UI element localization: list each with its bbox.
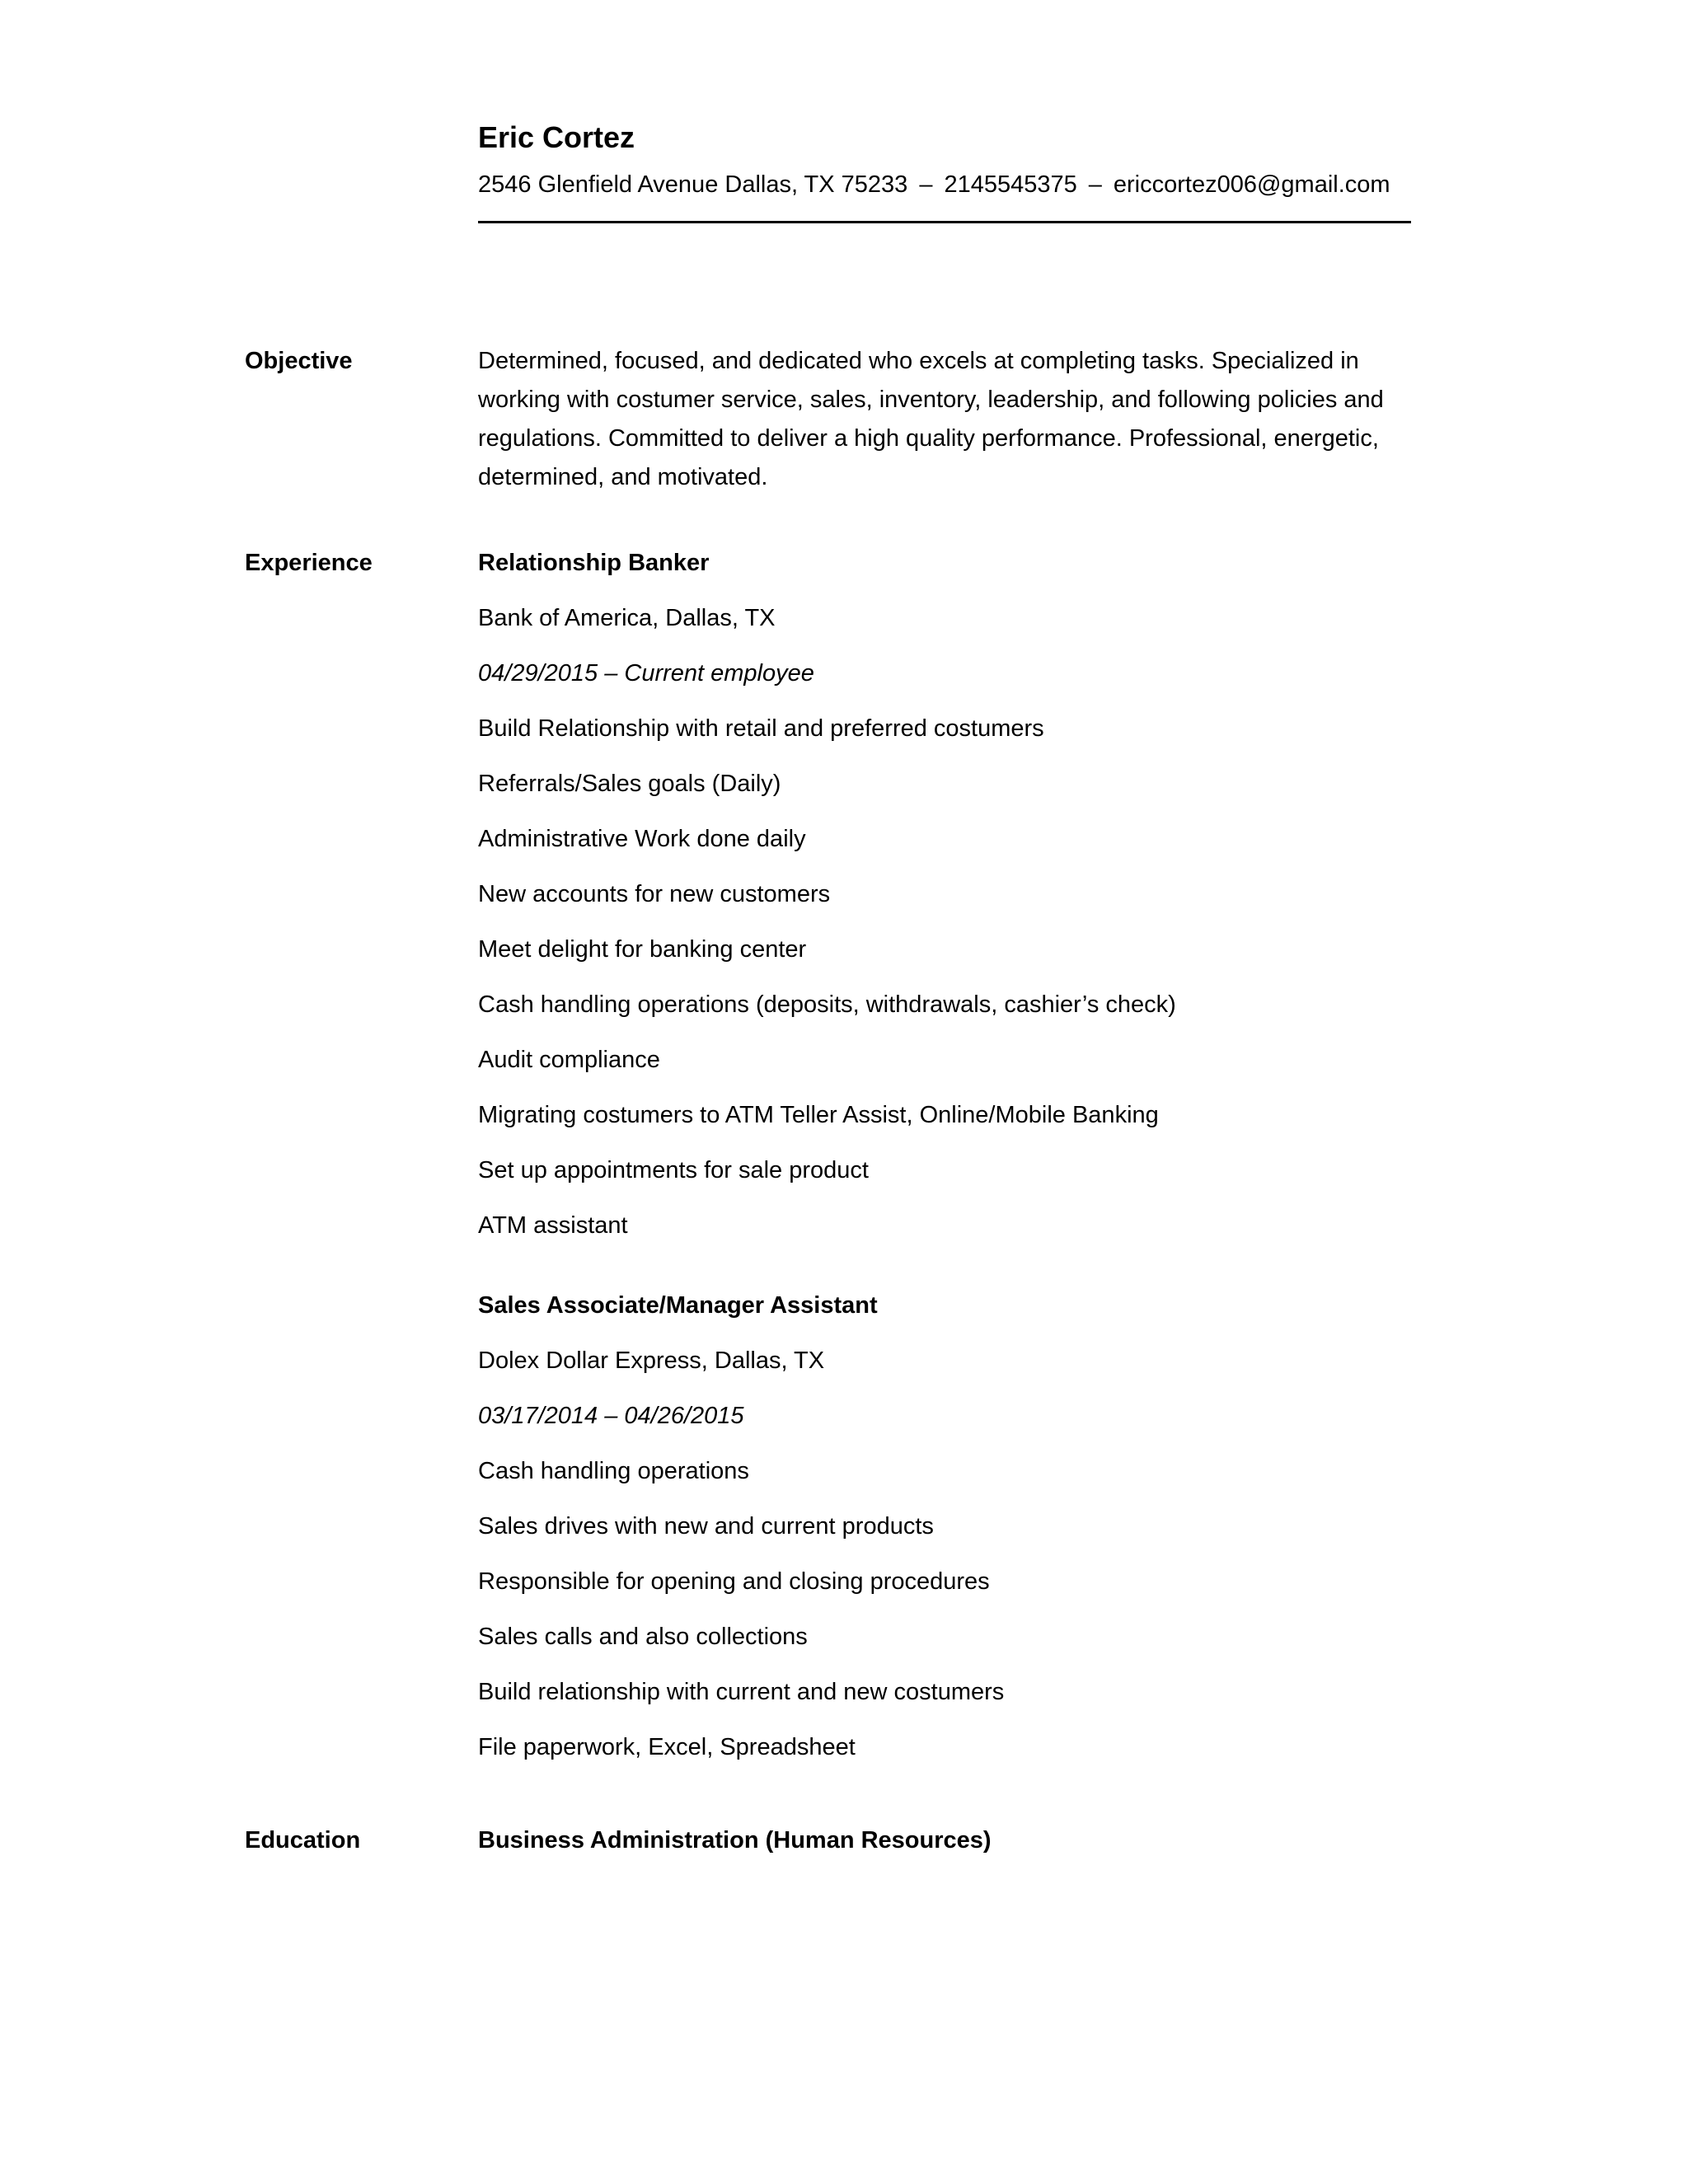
job-duty: Cash handling operations — [478, 1458, 749, 1484]
separator: – — [1088, 171, 1102, 198]
experience-body — [478, 544, 1411, 1808]
objective-text: Determined, focused, and dedicated who excels at completing tasks. Specialized in working with costumer service, sales, inventory, leadership, and following policies and regulations. Committed to deliver a high quality performance. Professional, energetic, determined, and motivated. — [478, 348, 1384, 490]
job-entry — [478, 544, 1411, 1245]
job-duty: File paperwork, Excel, Spreadsheet — [478, 1734, 856, 1760]
job-duty: Sales calls and also collections — [478, 1624, 808, 1650]
header-divider — [478, 221, 1411, 223]
job-title: Sales Associate/Manager Assistant — [478, 1292, 878, 1319]
experience-label: Experience — [245, 550, 373, 576]
job-duty: ATM assistant — [478, 1212, 628, 1239]
objective-body — [478, 342, 1411, 497]
job-duty: Migrating costumers to ATM Teller Assist, Online/Mobile Banking — [478, 1102, 1159, 1128]
separator: – — [919, 171, 933, 198]
candidate-name: Eric Cortez — [478, 120, 635, 154]
job-duty: New accounts for new customers — [478, 881, 831, 907]
education-body — [478, 1821, 1411, 1860]
job-duty: Set up appointments for sale product — [478, 1157, 869, 1183]
address: 2546 Glenfield Avenue Dallas, TX 75233 — [478, 171, 908, 198]
job-duty: Responsible for opening and closing procedures — [478, 1568, 990, 1595]
job-entry — [478, 1286, 1411, 1767]
job-duty: Referrals/Sales goals (Daily) — [478, 771, 781, 797]
education-label: Education — [245, 1827, 361, 1854]
phone-number: 2145545375 — [944, 171, 1077, 198]
job-dates: 03/17/2014 – 04/26/2015 — [478, 1403, 744, 1429]
job-duty: Cash handling operations (deposits, withdrawals, cashier’s check) — [478, 991, 1176, 1018]
job-duty: Build Relationship with retail and preferred costumers — [478, 715, 1044, 742]
job-dates: 04/29/2015 – Current employee — [478, 660, 814, 687]
job-duty: Meet delight for banking center — [478, 936, 807, 963]
email-address: ericcortez006@gmail.com — [1113, 171, 1390, 198]
job-duty: Administrative Work done daily — [478, 826, 806, 852]
resume-header — [478, 117, 1411, 223]
degree-title: Business Administration (Human Resources) — [478, 1827, 992, 1854]
job-company: Dolex Dollar Express, Dallas, TX — [478, 1347, 825, 1374]
job-duty: Sales drives with new and current products — [478, 1513, 934, 1540]
contact-line — [478, 168, 1411, 201]
job-duty: Audit compliance — [478, 1047, 660, 1073]
objective-label: Objective — [245, 348, 353, 374]
job-duty: Build relationship with current and new costumers — [478, 1679, 1005, 1705]
job-company: Bank of America, Dallas, TX — [478, 605, 776, 631]
job-title: Relationship Banker — [478, 550, 710, 576]
